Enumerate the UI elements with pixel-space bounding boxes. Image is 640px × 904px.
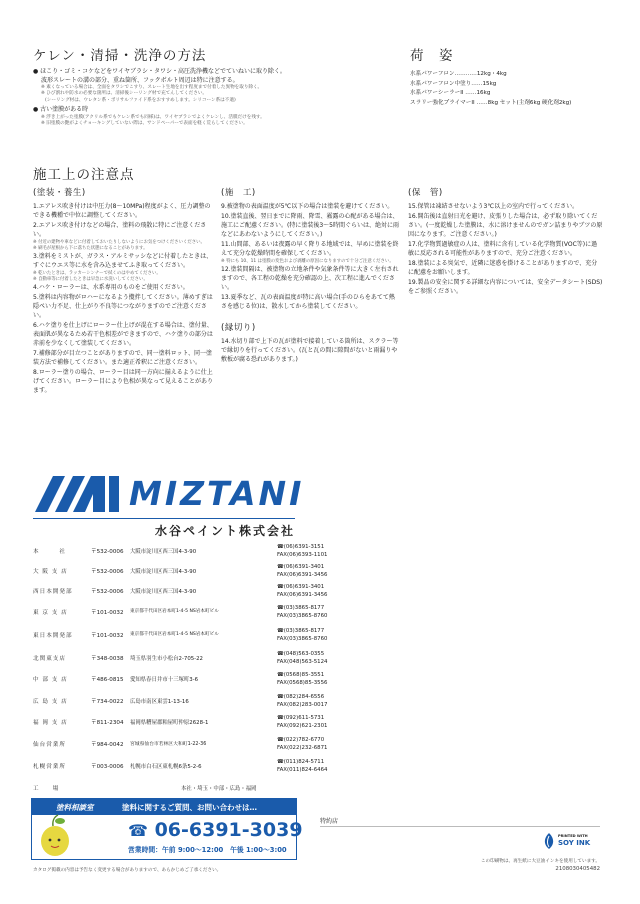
dealer-line (320, 826, 600, 827)
company-logo (33, 472, 305, 516)
consultation-hours: 営業時間：午前 9:00～12:00 午後 1:00～3:00 (128, 846, 287, 854)
office-list (33, 544, 333, 792)
soy-ink-top: PRINTED WITH (558, 834, 588, 838)
note-item: 8.ローラー塗りの場合、ローラー目は同一方向に揃えるように仕上げてください。ローラー目により色相が異なって見えることがあります。 (33, 369, 214, 394)
section-heading: (施 工) (221, 188, 256, 198)
note-item: 6.ハケ塗りを仕上げにローラー仕上げが混在する場合は、塗付量、表面肌が異なるため若干色相差ができますので、ハケ塗りの部分は赤前を少なくして塗装してください。 (33, 322, 213, 347)
office-row: 仙台営業所 〒984-0042 宮城県仙台市若林区大和町1-22-36 ☎(022)782-6770 FAX(022)232-6871 (33, 737, 328, 751)
note-small: ※ 付近の建物や車などに付着しておいたりしないようにお気をつけくださいください。 (33, 240, 205, 245)
phone-icon: ☎ (128, 821, 148, 840)
packing-item: 水系パワーフロン中塗り……15kg (410, 80, 497, 87)
note-item: 17.化学物質過敏症の人は、塗料に含有している化学物質(VOC等)に過敏に反応される可能性がありますので、充分ご注意ください。 (408, 241, 598, 257)
office-row: 福 岡 支 店 〒811-2304 福岡県糟屋郡粕屋町仲原2628-1 ☎(092)611-5731 FAX(092)621-2301 (33, 715, 328, 729)
office-row: 札幌営業所 〒003-0006 札幌市白石区東札幌6条5-2-6 ☎(011)824-5711 FAX(011)824-6464 (33, 759, 328, 773)
note-item: 2.エアレス吹き付けなどの場合、塗料の飛散に特にご注意ください。 (33, 222, 207, 238)
cleaning-note-3: (シーリング材は、ウレタン系・ポリサルファイド系をおすすめします。シリコーン系は不適) (45, 97, 236, 103)
note-item: 19.製品の安全に関する詳細な内容については、安全データシート(SDS)をご参照ください。 (408, 279, 603, 295)
packing-item: スラリー強化プライマーII ……8kg セット(主剤6kg 硬化剤2kg) (410, 99, 572, 106)
company-name: 水谷ペイント株式会社 (154, 524, 295, 538)
cleaning-body (33, 68, 383, 128)
mascot-icon (38, 813, 72, 859)
soy-ink-logo (542, 832, 600, 852)
note-item: 5.塗料は内容物がロハーになるよう攪拌してください。薄めすぎは隠ぺい力不足、仕上がり不良等につながりますのでご注意ください。 (33, 294, 213, 319)
office-row: 本 社 〒532-0006 大阪市淀川区西三国4-3-90 ☎(06)6391-3151 FAX(06)6393-1101 (33, 544, 328, 558)
soy-ink-icon (542, 832, 556, 850)
note-item: 7.補修部分が目立つことがありますので、同一塗料ロット、同一塗装方法で補修してください。また適正希釈にご注意ください。 (33, 350, 212, 366)
note-item: 16.開缶後は直射日光を避け、皮張りした場合は、必ず取り除いてください。(一度乾燥した塗膜は、水に溶けませんのでガン詰まりやブツの原因になります。ご注意ください。) (408, 213, 603, 238)
cleaning-note-4: ※ 浮き上がった塗膜(アクリル系でもケレン系でも同様)は、ワイヤブラシでよくケレンし、活膜だけを残す。 (41, 114, 265, 120)
catalog-code: 2108030405482 (555, 866, 600, 872)
note-small: ※ 乾いたときは、ラッカーシンナーで拭くのはやめてください。 (33, 271, 161, 276)
office-row: 北関東支店 〒348-0038 埼玉県羽生市小松台2-705-22 ☎(048)563-0355 FAX(048)563-5124 (33, 651, 328, 665)
note-small: ※ 特にも 10、11 は塗膜の変色および剥離の原因になりますので十分ご注意ください。 (221, 259, 394, 264)
note-item: 4.ハケ・ローラーは、水系専用のものをご使用ください。 (33, 284, 189, 291)
note-item: 13.夏季など、瓦の表面温度が特に高い場合(手のひらをあてて熱さを感じる位)は、散水してから塗装してください。 (221, 294, 395, 310)
office-row: 中 部 支 店 〒486-0815 愛知県春日井市十三塚町3-6 ☎(0568)85-3551 FAX(0568)85-3556 (33, 672, 328, 686)
consultation-box (31, 798, 303, 860)
cleaning-note-2: ※ ひび割れや防水の必要な箇所は、清掃後シーリング材で充てんしてください。 (41, 91, 208, 97)
factory-row: 工 場 本社・埼玉・中部・広島・福岡 (33, 786, 257, 792)
office-row: 東 京 支 店 〒101-0032 東京都千代田区岩本町1-4-5 NS岩本町ビル ☎(03)3865-8177 FAX(03)3865-8760 (33, 605, 328, 619)
section-heading: (保 管) (408, 188, 443, 198)
note-item: 14.水切り部で上下の瓦が塗料で接着している箇所は、スクラー等で縁切りを行ってください。(瓦と瓦の間に隙間がないと雨漏りや敷板が腐る恐れがあります。) (221, 338, 399, 363)
note-item: 18.塗装による臭気で、近隣に迷惑を掛けることがありますので、充分に配慮をお願いします。 (408, 260, 598, 276)
note-item: 3.塗料をミストが、ガラス・アルミサッシなどに付着したときは、すぐにウエス等に水を含み込ませてふき取ってください。 (33, 253, 213, 269)
section-heading: (縁切り) (221, 323, 256, 333)
packing-item: 水系パワーシーラーII ……16kg (410, 90, 491, 96)
office-row: 東日本開発部 〒101-0032 東京都千代田区岩本町1-4-5 NS岩本町ビル ☎(03)3865-8177 FAX(03)3865-8760 (33, 628, 328, 642)
soy-ink-bottom: SOY INK (558, 839, 591, 847)
notes-col-2 (221, 186, 399, 365)
cleaning-bullet-2: ● 古い塗膜がある時 (33, 106, 89, 114)
disclaimer: カタログ掲載の内容は予告なく変更する場合がありますので、あらかじめご了承ください。 (33, 868, 222, 873)
note-item: 9.被塗物の表面温度が5℃以下の場合は塗装を避けてください。 (221, 203, 394, 210)
cleaning-bullet-1-cont: 波形スレートの溝の部分、重ね箇所、フックボルト周辺は特に注意する。 (41, 76, 239, 84)
dealer-label: 特約店 (320, 818, 339, 825)
packing-item: 水系パワーフロン…………12kg・4kg (410, 71, 507, 77)
note-item: 1.エアレス吹き付けは中圧力(8～10MPa)程度がよく、圧力調整のできる機種で中位に調整してください。 (33, 203, 211, 219)
consultation-badge: 塗料相談室 (56, 803, 94, 812)
notes-col-1 (33, 186, 213, 396)
notes-title: 施工上の注意点 (33, 167, 135, 183)
office-row: 広 島 支 店 〒734-0022 広島市南区東雲1-13-16 ☎(082)284-6556 FAX(082)283-0017 (33, 694, 328, 708)
note-item: 12.塗装間隔は、被塗物の立地条件や気象条件等に大きく左右されますので、各工程の乾燥を充分確認の上、次工程に進んでください。 (221, 266, 399, 291)
packing-list (410, 70, 610, 108)
soy-ink-note: この印刷物は、再生紙に大豆油インキを使用しています。 (480, 859, 600, 864)
cleaning-note-5: ※ 旧塗膜の艶がよくチョーキングしていない際は、サンドペーパーで表面を軽く荒らしてください。 (41, 121, 248, 127)
section-heading: (塗装・養生) (33, 188, 86, 198)
packing-title: 荷 姿 (410, 48, 454, 64)
note-small: ※ 自動車等に付着したときは早急に水洗いしてください。 (33, 277, 148, 282)
consultation-headline: 塗料に関するご質問、お問い合わせは… (122, 803, 257, 812)
logo-text: MIZTANI (129, 474, 305, 513)
logo-divider (33, 518, 295, 519)
consultation-phone: ☎ 06-6391-3039 (128, 819, 303, 841)
cleaning-bullet-1: ● ほこり・ゴミ・コケなどをワイヤブラシ・タワシ・高圧洗浄機などでていねいに取り除く。 (33, 68, 286, 75)
note-item: 10.塗装直後、翌日までに降雨、降雪、霧露の心配がある場合は、施工にご配慮ください。(特に塗装後3～5時間ぐらいは、絶対に雨などにあわないようにしてください。) (221, 213, 399, 238)
note-item: 15.保管は凍結させないよう3℃以上の室内で行ってください。 (408, 203, 579, 210)
notes-col-3 (408, 186, 603, 297)
cleaning-note-1: ※ 素くなっている場合は、全面をタワシでこすり、スレート生地を出す程度まで付着した異物を取り除く。 (41, 85, 263, 90)
cleaning-title: ケレン・清掃・洗浄の方法 (33, 48, 207, 64)
note-item: 11.山間部、あるいは夜露の早く降りる地域では、早めに塗装を終えて充分な乾燥時間を確保してください。 (221, 241, 399, 257)
note-small: ※ 刷毛が屋根から下に落ちた状態になることがあります。 (33, 246, 148, 251)
office-row: 大 阪 支 店 〒532-0006 大阪市淀川区西三国4-3-90 ☎(06)6391-3401 FAX(06)6391-3456 (33, 564, 328, 578)
office-row: 西日本開発部 〒532-0006 大阪市淀川区西三国4-3-90 ☎(06)6391-3401 FAX(06)6391-3456 (33, 584, 328, 598)
